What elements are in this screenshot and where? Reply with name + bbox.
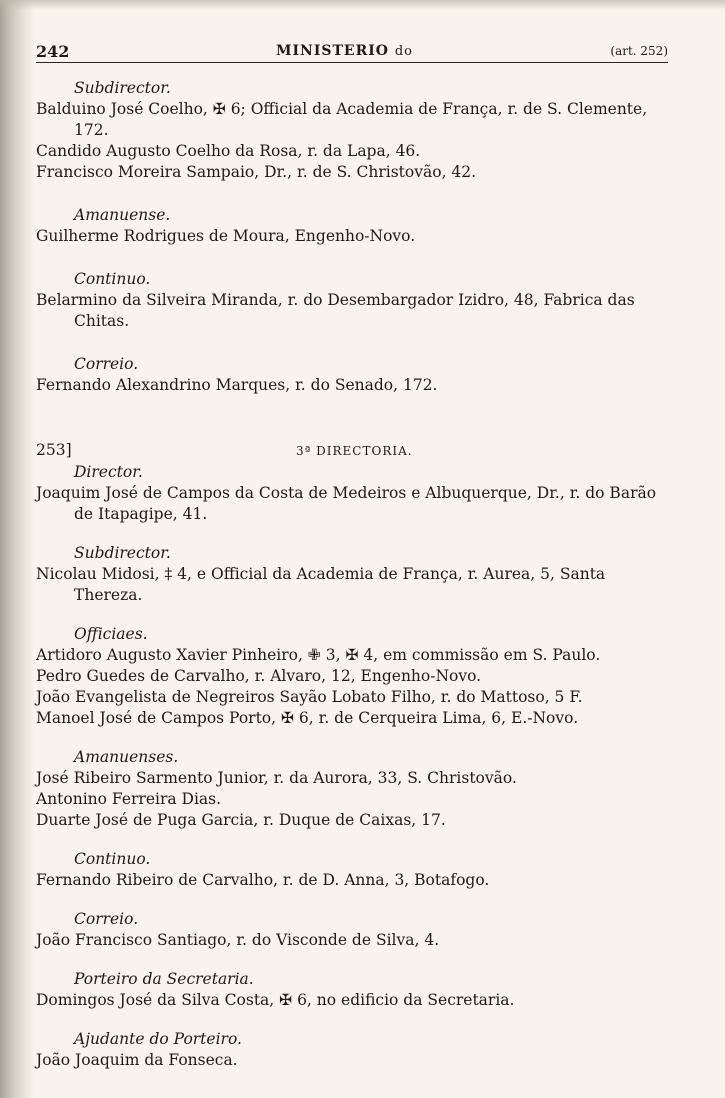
entry: João Evangelista de Negreiros Sayão Lobato Filho, r. do Mattoso, 5 F.	[36, 688, 583, 706]
entry: Balduino José Coelho, ✠ 6; Official da Academia de França, r. de S. Clemente, 172.	[36, 100, 648, 139]
heading-continuo: Continuo.	[74, 850, 151, 868]
heading-subdirector: Subdirector.	[74, 79, 171, 97]
heading-ajudante-porteiro: Ajudante do Porteiro.	[74, 1030, 242, 1048]
heading-amanuense: Amanuense.	[74, 206, 171, 224]
heading-amanuenses: Amanuenses.	[74, 748, 179, 766]
title-suffix: do	[394, 44, 414, 59]
page-binding-shadow	[0, 0, 34, 1098]
entry: Pedro Guedes de Carvalho, r. Alvaro, 12, Engenho-Novo.	[36, 667, 482, 685]
entry: Antonino Ferreira Dias.	[36, 790, 222, 808]
directoria-title: 3ª DIRECTORIA.	[296, 444, 413, 458]
page-number: 242	[36, 42, 70, 61]
heading-correio: Correio.	[74, 355, 139, 373]
entry: João Francisco Santiago, r. do Visconde de Silva, 4.	[36, 931, 440, 949]
heading-officiaes: Officiaes.	[74, 625, 148, 643]
title-text: MINISTERIO	[276, 43, 389, 59]
article-reference: (art. 252)	[610, 44, 668, 58]
entry: Manoel José de Campos Porto, ✠ 6, r. de Cerqueira Lima, 6, E.-Novo.	[36, 709, 579, 727]
entry: Belarmino da Silveira Miranda, r. do Desembargador Izidro, 48, Fabrica das Chitas.	[36, 291, 635, 330]
entry: Guilherme Rodrigues de Moura, Engenho-Novo.	[36, 227, 416, 245]
entry: Fernando Ribeiro de Carvalho, r. de D. Anna, 3, Botafogo.	[36, 871, 490, 889]
page-top-shadow	[0, 0, 725, 10]
heading-subdirector: Subdirector.	[74, 544, 171, 562]
section-number: 253]	[36, 441, 72, 459]
entry: Fernando Alexandrino Marques, r. do Senado, 172.	[36, 376, 438, 394]
heading-director: Director.	[74, 463, 143, 481]
entry: Nicolau Midosi, ‡ 4, e Official da Academia de França, r. Aurea, 5, Santa Thereza.	[36, 565, 606, 604]
entry: João Joaquim da Fonseca.	[36, 1051, 238, 1069]
entry: Duarte José de Puga Garcia, r. Duque de Caixas, 17.	[36, 811, 446, 829]
entry: Domingos José da Silva Costa, ✠ 6, no edificio da Secretaria.	[36, 991, 515, 1009]
entry: Candido Augusto Coelho da Rosa, r. da Lapa, 46.	[36, 142, 421, 160]
section-header	[36, 440, 671, 462]
entry: Joaquim José de Campos da Costa de Medeiros e Albuquerque, Dr., r. do Barão de Itapagipe, 41.	[36, 484, 657, 523]
heading-correio: Correio.	[74, 910, 139, 928]
entry: José Ribeiro Sarmento Junior, r. da Aurora, 33, S. Christovão.	[36, 769, 517, 787]
heading-continuo: Continuo.	[74, 270, 151, 288]
entry: Artidoro Augusto Xavier Pinheiro, ✙ 3, ✠ 4, em commissão em S. Paulo.	[36, 646, 601, 664]
running-title	[276, 43, 413, 59]
heading-porteiro: Porteiro da Secretaria.	[74, 970, 254, 988]
entry: Francisco Moreira Sampaio, Dr., r. de S. Christovão, 42.	[36, 163, 477, 181]
running-header	[36, 40, 668, 63]
document-body	[36, 70, 671, 1071]
